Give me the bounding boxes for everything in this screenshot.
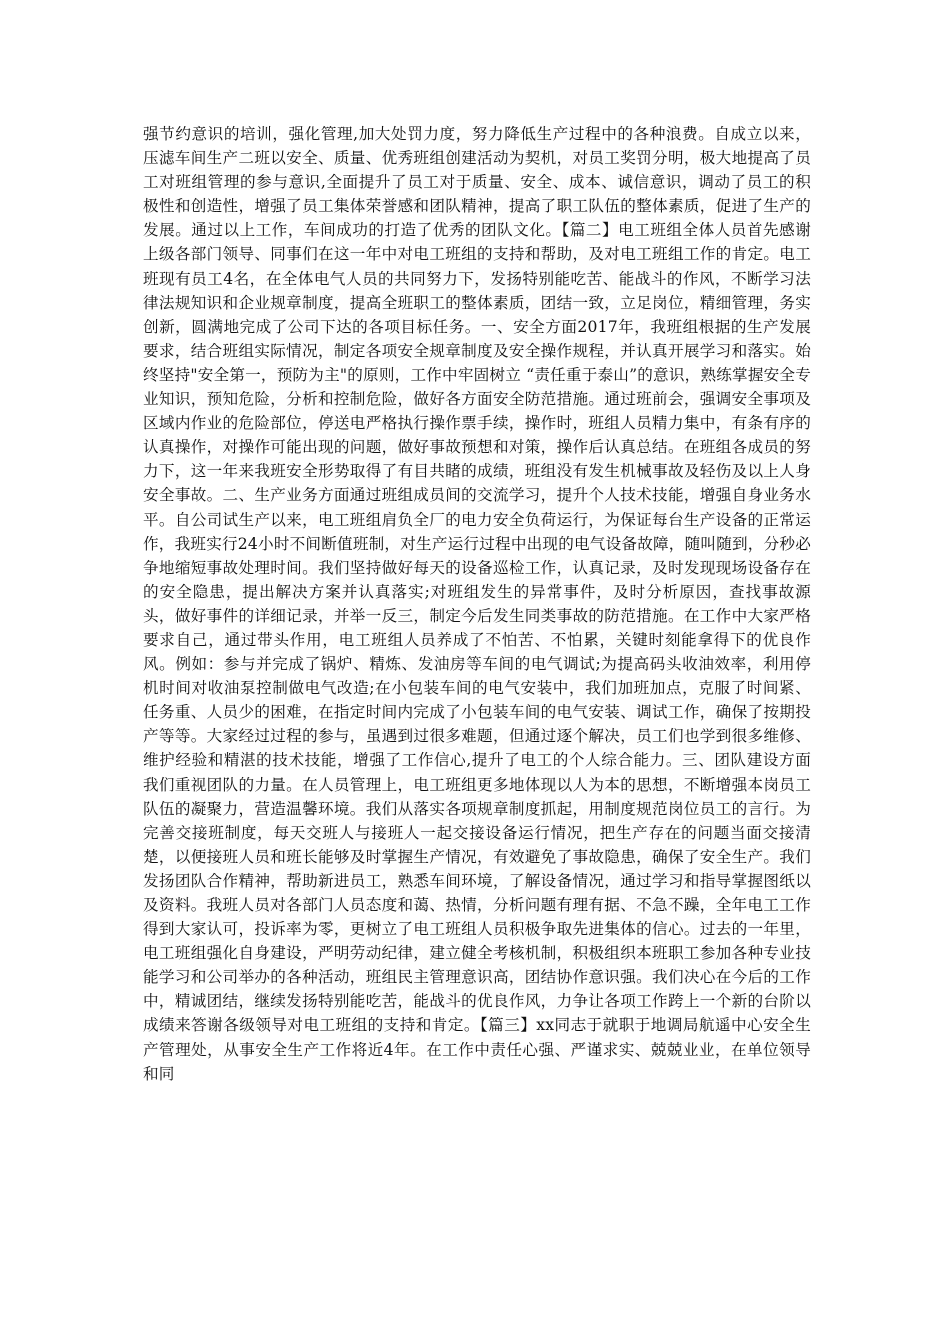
body-paragraph: 强节约意识的培训，强化管理,加大处罚力度，努力降低生产过程中的各种浪费。自成立以来，压滤车间生产二班以安全、质量、优秀班组创建活动为契机，对员工奖罚分明，极大地提高了员工对班组管理的参与意识,全面提升了员工对于质量、安全、成本、诚信意识，调动了员工的积极性和创造性，增强了员工集体荣誉感和团队精神，提高了职工队伍的整体素质，促进了生产的发展。通过以上工作，车间成功的打造了优秀的团队文化。【篇二】电工班组全体人员首先感谢上级各部门领导、同事们在这一年中对电工班组的支持和帮助，及对电工班组工作的肯定。电工班现有员工4名，在全体电气人员的共同努力下，发扬特别能吃苦、能战斗的作风，不断学习法律法规知识和企业规章制度，提高全班职工的整体素质，团结一致，立足岗位，精细管理，务实创新，圆满地完成了公司下达的各项目标任务。一、安全方面2017年，我班组根据的生产发展要求，结合班组实际情况，制定各项安全规章制度及安全操作规程，并认真开展学习和落实。始终坚持"安全第一，预防为主"的原则，工作中牢固树立 “责任重于泰山”的意识，熟练掌握安全专业知识，预知危险，分析和控制危险，做好各方面安全防范措施。通过班前会，强调安全事项及区域内作业的危险部位，停送电严格执行操作票手续，操作时，班组人员精力集中，有条有序的认真操作，对操作可能出现的问题，做好事故预想和对策，操作后认真总结。在班组各成员的努力下，这一年来我班安全形势取得了有目共睹的成绩，班组没有发生机械事故及轻伤及以上人身安全事故。二、生产业务方面通过班组成员间的交流学习，提升个人技术技能，增强自身业务水平。自公司试生产以来，电工班组肩负全厂的电力安全负荷运行，为保证每台生产设备的正常运作，我班实行24小时不间断值班制，对生产运行过程中出现的电气设备故障，随叫随到，分秒必争地缩短事故处理时间。我们坚持做好每天的设备巡检工作，认真记录，及时发现现场设备存在的安全隐患，提出解决方案并认真落实;对班组发生的异常事件，及时分析原因，查找事故源头，做好事件的详细记录，并举一反三，制定今后发生同类事故的防范措施。在工作中大家严格要求自己，通过带头作用，电工班组人员养成了不怕苦、不怕累，关键时刻能拿得下的优良作风。例如：参与并完成了锅炉、精炼、发油房等车间的电气调试;为提高码头收油效率，利用停机时间对收油泵控制做电气改造;在小包装车间的电气安装中，我们加班加点，克服了时间紧、任务重、人员少的困难，在指定时间内完成了小包装车间的电气安装、调试工作，确保了按期投产等等。大家经过过程的参与，虽遇到过很多难题，但通过逐个解决，员工们也学到很多维修、维护经验和精湛的技术技能，增强了工作信心,提升了电工的个人综合能力。三、团队建设方面我们重视团队的力量。在人员管理上，电工班组更多地体现以人为本的思想，不断增强本岗员工队伍的凝聚力，营造温馨环境。我们从落实各项规章制度抓起，用制度规范岗位员工的言行。为完善交接班制度，每天交班人与接班人一起交接设备运行情况，把生产存在的问题当面交接清楚，以便接班人员和班长能够及时掌握生产情况，有效避免了事故隐患，确保了安全生产。我们发扬团队合作精神，帮助新进员工，熟悉车间环境，了解设备情况，通过学习和指导掌握图纸以及资料。我班人员对各部门人员态度和蔼、热情，分析问题有理有据、不急不躁，全年电工工作得到大家认可，投诉率为零，更树立了电工班组人员积极争取先进集体的信心。过去的一年里，电工班组强化自身建设，严明劳动纪律，建立健全考核机制，积极组织本班职工参加各种专业技能学习和公司举办的各种活动，班组民主管理意识高，团结协作意识强。我们决心在今后的工作中，精诚团结，继续发扬特别能吃苦，能战斗的优良作风，力争让各项工作跨上一个新的台阶以成绩来答谢各级领导对电工班组的支持和肯定。【篇三】xx同志于就职于地调局航遥中心安全生产管理处，从事安全生产工作将近4年。在工作中责任心强、严谨求实、兢兢业业，在单位领导和同 [143,125,811,1083]
